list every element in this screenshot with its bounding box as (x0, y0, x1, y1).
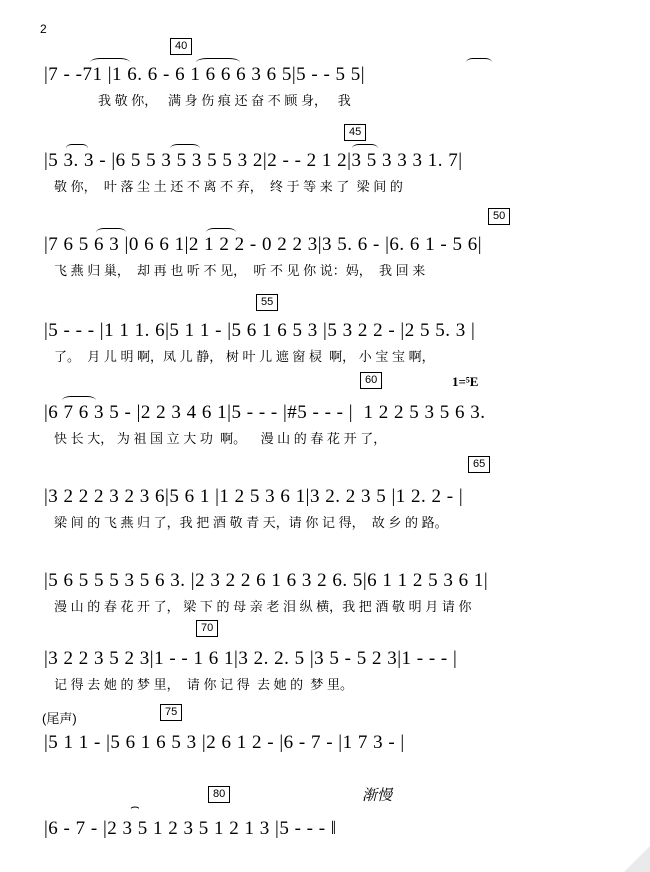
page-number: 2 (40, 22, 47, 36)
system-5-lyrics: 快 长 大， 为 祖 国 立 大 功 啊。 漫 山 的 春 花 开 了， (54, 431, 387, 446)
system-7-notes: |5 6 5 5 5 3 5 6 3. |2 3 2 2 6 1 6 3 2 6. 5|6 1 1 2 5 3 6 1| (44, 570, 489, 591)
system-6-lyrics: 梁 间 的 飞 燕 归 了，我 把 酒 敬 青 天，请 你 记 得， 故 乡 的 路。 (54, 515, 448, 530)
tail-section-marker: (尾声) (42, 711, 77, 726)
system-4-notes: |5 - - - |1 1 1. 6|5 1 1 - |5 6 1 6 5 3 |5 3 2 2 - |2 5 5. 3 | (44, 320, 476, 341)
bar-number-70: 70 (196, 620, 218, 637)
slur-icon (66, 144, 88, 153)
system-9 (44, 730, 619, 756)
system-4-lyrics: 了。 月 儿 明 啊，凤 儿 静， 树 叶 儿 遮 窗 棂 啊， 小 宝 宝 啊， (54, 349, 435, 364)
bar-number-55: 55 (256, 294, 278, 311)
slur-icon (206, 228, 236, 237)
bar-number-40: 40 (170, 38, 192, 55)
system-4 (44, 318, 619, 367)
slur-icon (96, 228, 126, 237)
page-fold-decoration (624, 846, 650, 872)
fermata-icon: ⌢ (130, 799, 140, 815)
slur-icon (90, 58, 130, 67)
slur-icon (170, 144, 200, 153)
bar-number-65: 65 (468, 456, 490, 473)
system-10 (44, 816, 619, 842)
system-3-lyrics: 飞 燕 归 巢， 却 再 也 听 不 见， 听 不 见 你 说：妈， 我 回 来 (54, 263, 426, 278)
system-6-notes: |3 2 2 2 3 2 3 6|5 6 1 |1 2 5 3 6 1|3 2. 2 3 5 |1 2. 2 - | (44, 486, 464, 507)
system-1 (44, 62, 619, 111)
system-6 (44, 484, 619, 533)
system-3-notes: |7 6 5 6 3 |0 6 6 1|2 1 2 2 - 0 2 2 3|3 5. 6 - |6. 6 1 - 5 6| (44, 234, 483, 255)
bar-number-50: 50 (488, 208, 510, 225)
system-9-notes: |5 1 1 - |5 6 1 6 5 3 |2 6 1 2 - |6 - 7 - |1 7 3 - | (44, 732, 405, 753)
key-signature: 1=⁵E (452, 374, 479, 389)
slur-icon (466, 58, 492, 67)
slur-icon (352, 144, 378, 153)
bar-number-60: 60 (360, 372, 382, 389)
system-5-notes: |6 7 6 3 5 - |2 2 3 4 6 1|5 - - - |#5 - - - | 1 2 2 5 3 5 6 3. (44, 402, 486, 423)
system-3 (44, 232, 619, 281)
system-10-notes: |6 - 7 - |2 3 5 1 2 3 5 1 2 1 3 |5 - - - ‖ (44, 818, 337, 839)
system-2-lyrics: 敬 你， 叶 落 尘 土 还 不 离 不 弃， 终 于 等 来 了 梁 间 的 (54, 179, 403, 194)
slur-icon (196, 58, 240, 67)
system-8 (44, 646, 619, 695)
system-2 (44, 148, 619, 197)
bar-number-80: 80 (208, 786, 230, 803)
system-7-lyrics: 漫 山 的 春 花 开 了， 梁 下 的 母 亲 老 泪 纵 横，我 把 酒 敬 明 月 请 你 (54, 599, 472, 614)
system-1-lyrics: 我 敬 你， 满 身 伤 痕 还 奋 不 顾 身， 我 (98, 93, 351, 108)
system-1-notes: |7 - -71 |1 6. 6 - 6 1 6 6 6 3 6 5|5 - - 5 5| (44, 64, 366, 85)
ritard-marker: 渐慢 (362, 788, 393, 804)
bar-number-45: 45 (344, 124, 366, 141)
system-8-lyrics: 记 得 去 她 的 梦 里， 请 你 记 得 去 她 的 梦 里。 (54, 677, 354, 692)
system-8-notes: |3 2 2 3 5 2 3|1 - - 1 6 1|3 2. 2. 5 |3 5 - 5 2 3|1 - - - | (44, 648, 458, 669)
bar-number-75: 75 (160, 704, 182, 721)
system-7 (44, 568, 619, 617)
system-5 (44, 400, 619, 449)
system-2-notes: |5 3. 3 - |6 5 5 3 5 3 5 5 3 2|2 - - 2 1 2|3 5 3 3 3 1. 7| (44, 150, 463, 171)
slur-icon (62, 396, 96, 405)
